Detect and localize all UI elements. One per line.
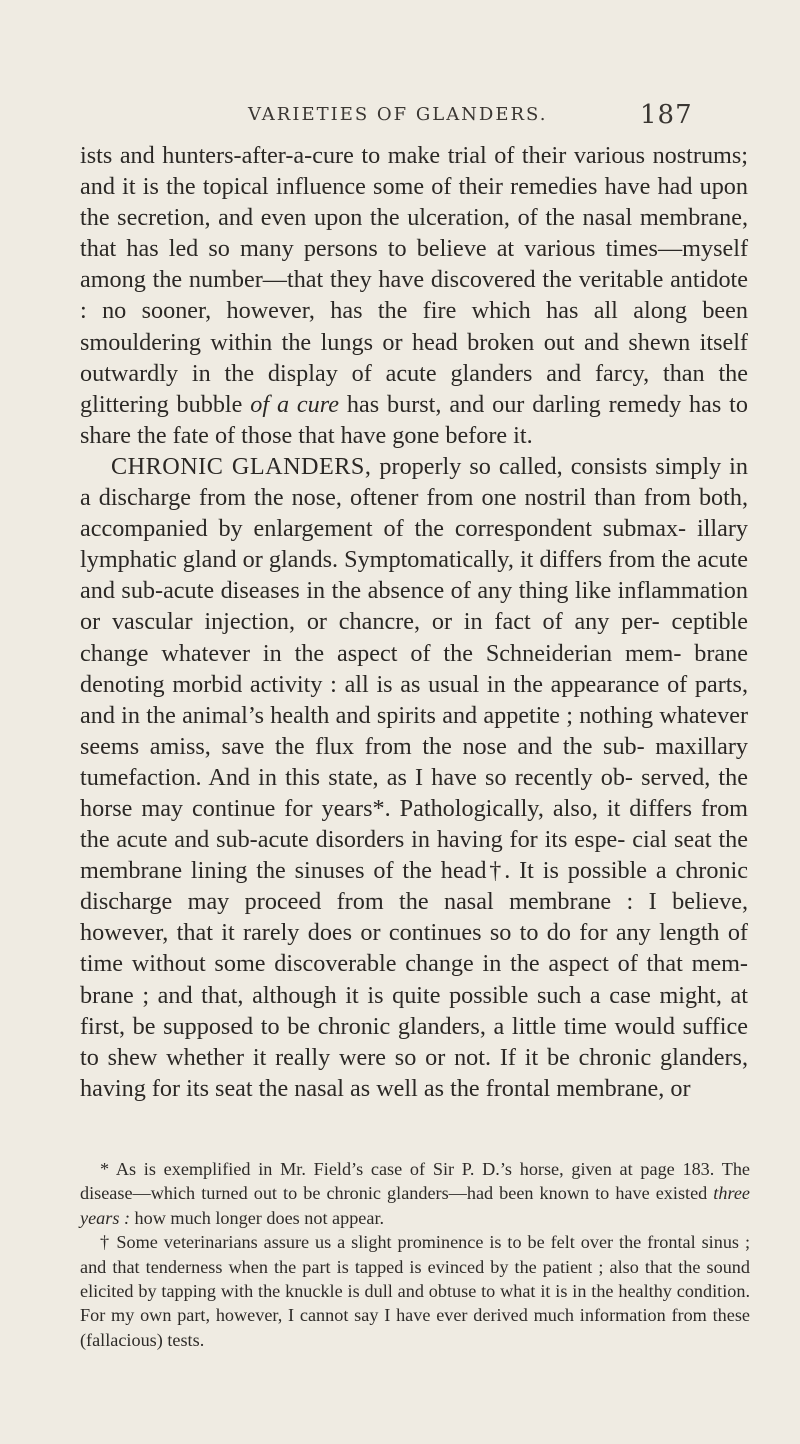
footnote-dagger: † Some veterinarians assure us a slight prominence is to be felt over the frontal sinus ; and that tenderness when the part is tapped is evinced by the patient ; also that the sound elicited by tapping with the knuckle is dull and obtuse to what it is in the healthy condition. For my own part, however, I cannot say I have ever derived much information from these (fallacious) tests. — [80, 1232, 750, 1350]
italic-phrase: of a cure — [250, 390, 340, 418]
paragraph-text: ists and hunters-after-a-cure to make trial of their various nostrums; and it is the topical influence some of their remedies have had upon the secretion, and even upon the ulceration, of the nasal membrane, that has led so many persons to believe at various times—myself among the number—that they have discovered the veritable antidote : no sooner, however, has the fire which has all along been smouldering within the lungs or head broken out and shewn itself outwardly in the display of acute glanders and farcy, than the glittering bubble — [80, 142, 748, 418]
running-title: VARIETIES OF GLANDERS. — [248, 104, 548, 125]
footnotes — [80, 1157, 750, 1352]
footnote-text: * As is exemplified in Mr. Field’s case of Sir P. D.’s horse, given at page 183. The disease—which turned out to be chronic glanders—had been known to have existed — [80, 1159, 750, 1204]
footnote-text: how much longer does not appear. — [130, 1207, 385, 1228]
paragraph-continuation — [80, 140, 748, 451]
italic-phrase: three years : — [80, 1183, 750, 1228]
paragraph-text: properly so called, consists simply in a discharge from the nose, oftener from one nostril than from both, accompanied by enlargement of the correspondent submax- illary lymphatic gland or glands. Symptomatically, it differs from the acute and sub-acute diseases in the absence of any thing like inflammation or vascular injection, or chancre, or in fact of any per- ceptible change whatever in the aspect of the Schneiderian mem- brane denoting morbid activity : all is as usual in the appearance of parts, and in the animal’s health and spirits and appetite ; nothing whatever seems amiss, save the flux from the nose and the sub- maxillary tumefaction. And in this state, as I have so recently ob- served, the horse may continue for years*. Pathologically, also, it differs from the acute and sub-acute disorders in having for its espe- cial seat the membrane lining the sinuses of the head†. It is possible a chronic discharge may proceed from the nasal membrane : I believe, however, that it rarely does or continues so to do for any length of time without some discoverable change in the aspect of that mem- brane ; and that, although it is quite possible such a case might, at first, be supposed to be chronic glanders, a little time would suffice to shew whether it really were so or not. If it be chronic glanders, having for its seat the nasal as well as the frontal membrane, or — [80, 452, 748, 1102]
body-text — [80, 140, 748, 1104]
page-number: 187 — [640, 100, 693, 130]
paragraph-text: has burst, and our darling remedy has to share the fate of those that have gone before it. — [80, 390, 748, 449]
paragraph-chronic-glanders — [80, 451, 748, 1104]
section-lead: CHRONIC GLANDERS, — [111, 452, 372, 480]
footnote-asterisk — [80, 1157, 750, 1230]
running-head — [248, 100, 718, 130]
